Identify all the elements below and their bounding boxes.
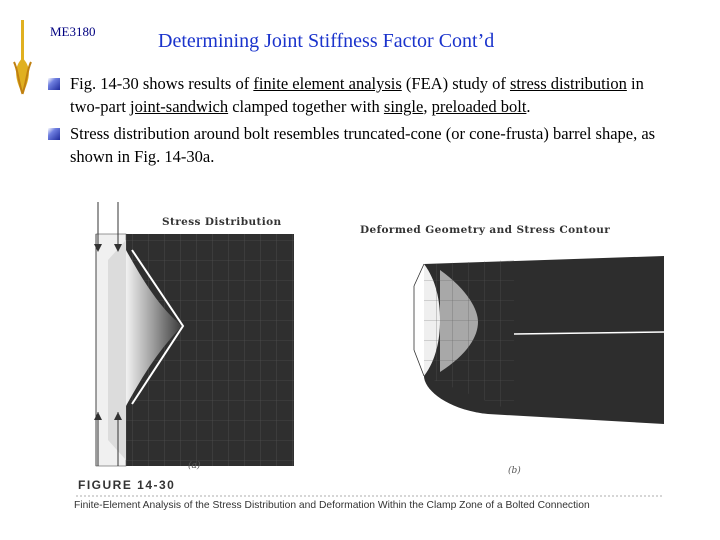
bullet-text-segment: (FEA) study of bbox=[401, 74, 510, 93]
underlined-term: preloaded bolt bbox=[431, 97, 527, 116]
bullet-list bbox=[48, 72, 658, 172]
bullet-text-segment: clamped together with bbox=[228, 97, 384, 116]
underlined-term: single bbox=[383, 97, 424, 116]
bullet-text-segment: Fig. 14-30 shows results of bbox=[70, 74, 254, 93]
bullet-text-segment: in two-part bbox=[70, 74, 644, 116]
figure-caption: Finite-Element Analysis of the Stress Distribution and Deformation Within the Clamp Zone of a Bolted Connection bbox=[74, 500, 590, 511]
panel-a-label: (a) bbox=[188, 461, 201, 471]
bullet-text-segment: Stress distribution around bolt resembles truncated-cone (or cone-frusta) barrel shape, as shown in Fig. 14-30a. bbox=[70, 124, 656, 166]
panel-b-deformed-geometry bbox=[414, 256, 664, 424]
panel-a-heading: Stress Distribution bbox=[162, 216, 282, 228]
bullet-text-segment: , bbox=[423, 97, 432, 116]
underlined-term: stress distribution bbox=[509, 74, 627, 93]
panel-b-heading: Deformed Geometry and Stress Contour bbox=[360, 224, 611, 236]
bullet-item-stress-shape bbox=[48, 122, 658, 168]
bullet-square-icon bbox=[48, 128, 60, 140]
panel-b-label: (b) bbox=[508, 466, 521, 476]
fea-figure bbox=[68, 200, 664, 520]
bullet-text-segment: . bbox=[526, 97, 531, 116]
bullet-text bbox=[70, 124, 655, 166]
bullet-square-icon bbox=[48, 78, 60, 90]
underlined-term: finite element analysis bbox=[253, 74, 402, 93]
bullet-text bbox=[70, 74, 644, 116]
bullet-item-fea bbox=[48, 72, 658, 118]
underlined-term: joint-sandwich bbox=[130, 97, 229, 116]
logo-icon bbox=[8, 18, 38, 98]
slide-title: Determining Joint Stiffness Factor Cont’d bbox=[158, 30, 495, 52]
panel-a-stress-distribution bbox=[94, 202, 294, 466]
figure-number: FIGURE 14-30 bbox=[78, 478, 176, 492]
course-label: ME3180 bbox=[50, 24, 96, 39]
